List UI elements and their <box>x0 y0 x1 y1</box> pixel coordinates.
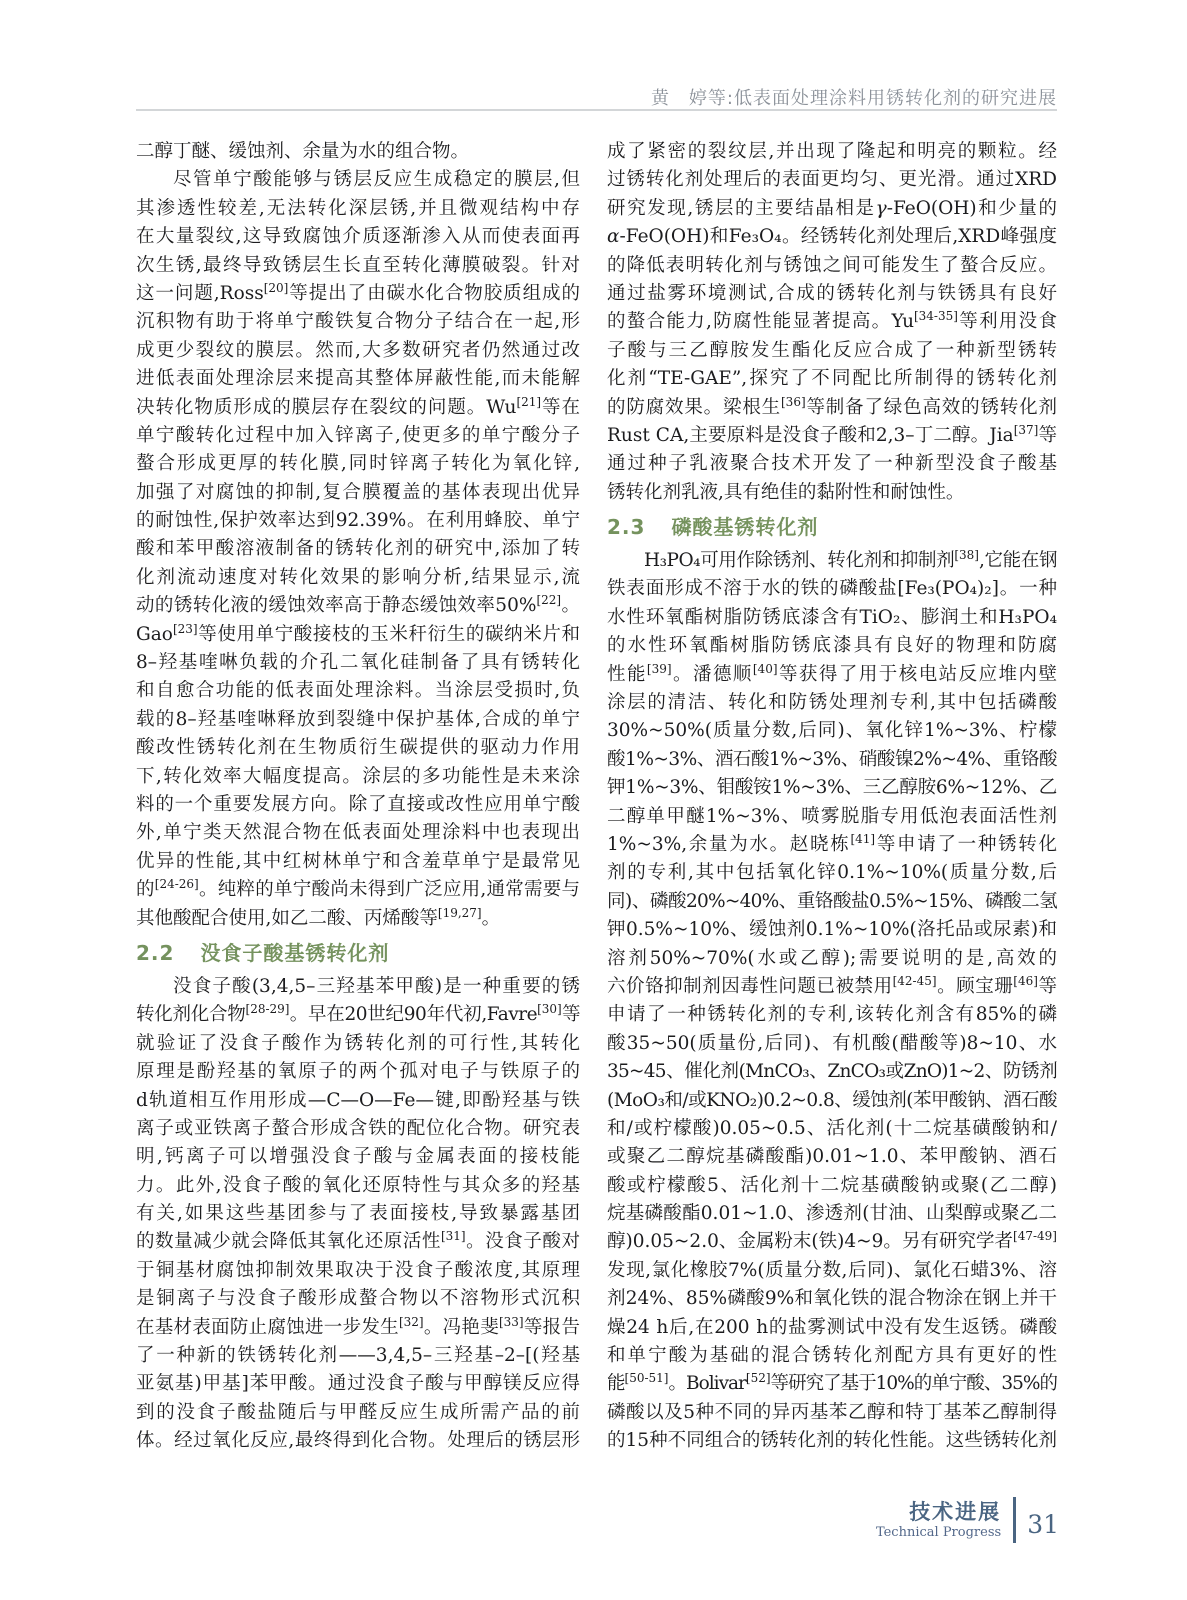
header-rule <box>136 109 1057 111</box>
text-line: 外,单宁类天然混合物在低表面处理涂料中也表现出 <box>136 822 580 844</box>
text-line: 二醇单甲醚1%~3%、喷雾脱脂专用低泡表面活性剂 <box>607 805 1057 827</box>
text-line: 这一问题,Ross[20]等提出了由碳水化合物胶质组成的 <box>136 280 580 304</box>
text-line: 申请了一种锈转化剂的专利,该转化剂含有85%的磷 <box>607 1004 1057 1026</box>
text-line: 原理是酚羟基的氧原子的两个孤对电子与铁原子的 <box>136 1061 580 1083</box>
text-line: 和自愈合功能的低表面处理涂料。当涂层受损时,负 <box>136 680 580 702</box>
text-line: 其渗透性较差,无法转化深层锈,并且微观结构中存 <box>136 197 580 219</box>
column-right <box>607 138 1057 1456</box>
text-line: 单宁酸转化过程中加入锌离子,使更多的单宁酸分子 <box>136 424 580 446</box>
text-line: 决转化物质形成的膜层存在裂纹的问题。Wu[21]等在 <box>136 394 580 418</box>
text-line: 酸改性锈转化剂在生物质衍生碳提供的驱动力作用 <box>136 737 580 759</box>
text-line: 酸1%~3%、酒石酸1%~3%、硝酸镍2%~4%、重铬酸 <box>607 748 1057 770</box>
text-line: 酸和苯甲酸溶液制备的锈转化剂的研究中,添加了转 <box>136 538 580 560</box>
text-line: 载的8–羟基喹啉释放到裂缝中保护基体,合成的单宁 <box>136 708 580 730</box>
text-line: 和单宁酸为基础的混合锈转化剂配方具有更好的性 <box>607 1345 1057 1367</box>
text-line: 同)、磷酸20%~40%、重铬酸盐0.5%~15%、磷酸二氢 <box>607 890 1057 912</box>
footer-section-cn: 技术进展 <box>909 1500 1002 1524</box>
text-line: 在大量裂纹,这导致腐蚀介质逐渐渗入从而使表面再 <box>136 226 580 248</box>
text-line: 亚氨基)甲基]苯甲酸。通过没食子酸与甲醇镁反应得 <box>136 1373 580 1395</box>
text-line: 8–羟基喹啉负载的介孔二氧化硅制备了具有锈转化 <box>136 652 580 674</box>
text-line: 明,钙离子可以增强没食子酸与金属表面的接枝能 <box>136 1146 580 1168</box>
text-line: 没食子酸(3,4,5–三羟基苯甲酸)是一种重要的锈 <box>173 975 580 997</box>
text-line: 燥24 h后,在200 h的盐雾测试中没有发生返锈。磷酸 <box>607 1316 1057 1338</box>
section-title: 磷酸基锈转化剂 <box>671 515 819 540</box>
text-line: 离子或亚铁离子螯合形成含铁的配位化合物。研究表 <box>136 1117 580 1139</box>
text-line: 于铜基材腐蚀抑制效果取决于没食子酸浓度,其原理 <box>136 1259 580 1281</box>
text-line: 剂24%、85%磷酸9%和氧化铁的混合物涂在钢上并干 <box>607 1288 1057 1310</box>
text-line: 的[24-26]。纯粹的单宁酸尚未得到广泛应用,通常需要与 <box>136 877 580 901</box>
page-number: 31 <box>1027 1509 1059 1539</box>
text-line: 剂的专利,其中包括氧化锌0.1%~10%(质量分数,后 <box>607 862 1057 884</box>
footer-divider <box>1013 1497 1016 1543</box>
text-line: 六价铬抑制剂因毒性问题已被禁用[42-45]。顾宝珊[46]等 <box>607 973 1057 997</box>
text-line: 30%~50%(质量分数,后同)、氧化锌1%~3%、柠檬 <box>607 720 1057 742</box>
text-line: 力。此外,没食子酸的氧化还原特性与其众多的羟基 <box>136 1174 580 1196</box>
text-line: Gao[23]等使用单宁酸接枝的玉米秆衍生的碳纳米片和 <box>136 621 580 645</box>
text-line: 化剂“TE-GAE”,探究了不同配比所制得的锈转化剂 <box>607 368 1057 390</box>
text-line: 的水性环氧酯树脂防锈底漆具有良好的物理和防腐 <box>607 635 1057 657</box>
page-footer <box>876 1497 1059 1543</box>
text-line: 尽管单宁酸能够与锈层反应生成稳定的膜层,但 <box>173 169 580 191</box>
column-left <box>136 138 580 1456</box>
text-line: 加强了对腐蚀的抑制,复合膜覆盖的基体表现出优异 <box>136 481 580 503</box>
text-line: 烷基磷酸酯0.01~1.0、渗透剂(甘油、山梨醇或聚乙二 <box>607 1203 1057 1225</box>
text-line: 的降低表明转化剂与锈蚀之间可能发生了螯合反应。 <box>607 254 1057 276</box>
text-line: 二醇丁醚、缓蚀剂、余量为水的组合物。 <box>136 141 470 162</box>
text-line: 钾1%~3%、钼酸铵1%~3%、三乙醇胺6%~12%、乙 <box>607 777 1057 799</box>
text-line: 的防腐效果。梁根生[36]等制备了绿色高效的锈转化剂 <box>607 394 1057 418</box>
text-line: 成更少裂纹的膜层。然而,大多数研究者仍然通过改 <box>136 339 580 361</box>
text-line: (MoO₃和/或KNO₂)0.2~0.8、缓蚀剂(苯甲酸钠、酒石酸 <box>607 1089 1057 1111</box>
text-line: 酸或柠檬酸5、活化剂十二烷基磺酸钠或聚(乙二醇) <box>607 1174 1057 1196</box>
text-line: 1%~3%,余量为水。赵晓栋[41]等申请了一种锈转化 <box>607 831 1057 855</box>
text-line: Rust CA,主要原料是没食子酸和2,3–丁二醇。Jia[37]等 <box>607 422 1057 446</box>
text-line: 能[50-51]。Bolivar[52]等研究了基于10%的单宁酸、35%的 <box>607 1371 1057 1395</box>
running-header: 黄 婷等:低表面处理涂料用锈转化剂的研究进展 <box>650 88 1057 109</box>
footer-section <box>876 1499 1001 1541</box>
text-line: 在基材表面防止腐蚀进一步发生[32]。冯艳斐[33]等报告 <box>136 1314 580 1338</box>
text-line: 的耐蚀性,保护效率达到92.39%。在利用蜂胶、单宁 <box>136 510 580 532</box>
section-heading <box>607 507 1057 547</box>
section-heading <box>136 933 580 973</box>
text-line: 有关,如果这些基团参与了表面接枝,导致暴露基团 <box>136 1203 580 1225</box>
text-line: 磷酸以及5种不同的异丙基苯乙醇和特丁基苯乙醇制得 <box>607 1401 1057 1423</box>
content-columns <box>136 138 1057 1456</box>
text-line: 是铜离子与没食子酸形成螯合物以不溶物形式沉积 <box>136 1288 580 1310</box>
text-line: 的15种不同组合的锈转化剂的转化性能。这些锈转化剂 <box>607 1430 1057 1452</box>
text-line: 料的一个重要发展方向。除了直接或改性应用单宁酸 <box>136 793 580 815</box>
text-line: 化剂流动速度对转化效果的影响分析,结果显示,流 <box>136 566 580 588</box>
section-title: 没食子酸基锈转化剂 <box>200 940 390 965</box>
text-line: 钾0.5%~10%、缓蚀剂0.1%~10%(洛托品或尿素)和 <box>607 919 1057 941</box>
section-number: 2.2 <box>136 940 175 965</box>
text-line: 了一种新的铁锈转化剂——3,4,5–三羟基–2–[(羟基 <box>136 1345 580 1367</box>
text-line: 铁表面形成不溶于水的铁的磷酸盐[Fe₃(PO₄)₂]。一种 <box>607 578 1057 600</box>
text-line: 子酸与三乙醇胺发生酯化反应合成了一种新型锈转 <box>607 339 1057 361</box>
text-line: 通过种子乳液聚合技术开发了一种新型没食子酸基 <box>607 453 1057 475</box>
section-number: 2.3 <box>607 515 646 540</box>
text-line: 动的锈转化液的缓蚀效率高于静态缓蚀效率50%[22]。 <box>136 593 580 617</box>
text-line: 其他酸配合使用,如乙二酸、丙烯酸等[19,27]。 <box>136 905 501 929</box>
text-line: 发现,氯化橡胶7%(质量分数,后同)、氯化石蜡3%、溶 <box>607 1259 1057 1281</box>
text-line: 和/或柠檬酸)0.05~0.5、活化剂(十二烷基磺酸钠和/ <box>607 1117 1057 1139</box>
text-line: H₃PO₄可用作除锈剂、转化剂和抑制剂[38],它能在钢 <box>644 547 1057 572</box>
text-line: d轨道相互作用形成—C—O—Fe—键,即酚羟基与铁 <box>136 1089 580 1111</box>
text-line: α-FeO(OH)和Fe₃O₄。经锈转化剂处理后,XRD峰强度 <box>607 226 1057 248</box>
text-line: 涂层的清洁、转化和防锈处理剂专利,其中包括磷酸 <box>607 692 1057 714</box>
text-line: 体。经过氧化反应,最终得到化合物。处理后的锈层形 <box>136 1430 580 1452</box>
text-line: 优异的性能,其中红树林单宁和含羞草单宁是最常见 <box>136 850 580 872</box>
text-line: 成了紧密的裂纹层,并出现了隆起和明亮的颗粒。经 <box>607 141 1057 162</box>
footer-section-en: Technical Progress <box>875 1525 1002 1540</box>
text-line: 研究发现,锈层的主要结晶相是γ-FeO(OH)和少量的 <box>607 197 1057 219</box>
text-line: 的数量减少就会降低其氧化还原活性[31]。没食子酸对 <box>136 1229 580 1253</box>
text-line: 到的没食子酸盐随后与甲醛反应生成所需产品的前 <box>136 1401 580 1423</box>
text-line: 通过盐雾环境测试,合成的锈转化剂与铁锈具有良好 <box>607 282 1057 304</box>
text-line: 水性环氧酯树脂防锈底漆含有TiO₂、膨润土和H₃PO₄ <box>607 606 1057 628</box>
text-line: 沉积物有助于将单宁酸铁复合物分子结合在一起,形 <box>136 311 580 333</box>
text-line: 下,转化效率大幅度提高。涂层的多功能性是未来涂 <box>136 765 580 787</box>
text-line: 进低表面处理涂层来提高其整体屏蔽性能,而未能解 <box>136 368 580 390</box>
text-line: 的螯合能力,防腐性能显著提高。Yu[34-35]等利用没食 <box>607 309 1057 333</box>
text-line: 过锈转化剂处理后的表面更均匀、更光滑。通过XRD <box>607 169 1057 191</box>
text-line: 次生锈,最终导致锈层生长直至转化薄膜破裂。针对 <box>136 254 580 276</box>
text-line: 溶剂50%~70%(水或乙醇);需要说明的是,高效的 <box>607 947 1057 969</box>
text-line: 螯合形成更厚的转化膜,同时锌离子转化为氧化锌, <box>136 453 580 475</box>
text-line: 酸35~50(质量份,后同)、有机酸(醋酸等)8~10、水 <box>607 1032 1057 1054</box>
text-line: 性能[39]。潘德顺[40]等获得了用于核电站反应堆内壁 <box>607 661 1057 685</box>
text-line: 锈转化剂乳液,具有绝佳的黏附性和耐蚀性。 <box>607 481 965 503</box>
text-line: 就验证了没食子酸作为锈转化剂的可行性,其转化 <box>136 1032 580 1054</box>
text-line: 或聚乙二醇烷基磷酸酯)0.01~1.0、苯甲酸钠、酒石 <box>607 1146 1057 1168</box>
text-line: 转化剂化合物[28-29]。早在20世纪90年代初,Favre[30]等 <box>136 1002 580 1026</box>
text-line: 35~45、催化剂(MnCO₃、ZnCO₃或ZnO)1~2、防锈剂 <box>607 1061 1057 1083</box>
text-line: 醇)0.05~2.0、金属粉末(铁)4~9。另有研究学者[47-49] <box>607 1229 1057 1253</box>
